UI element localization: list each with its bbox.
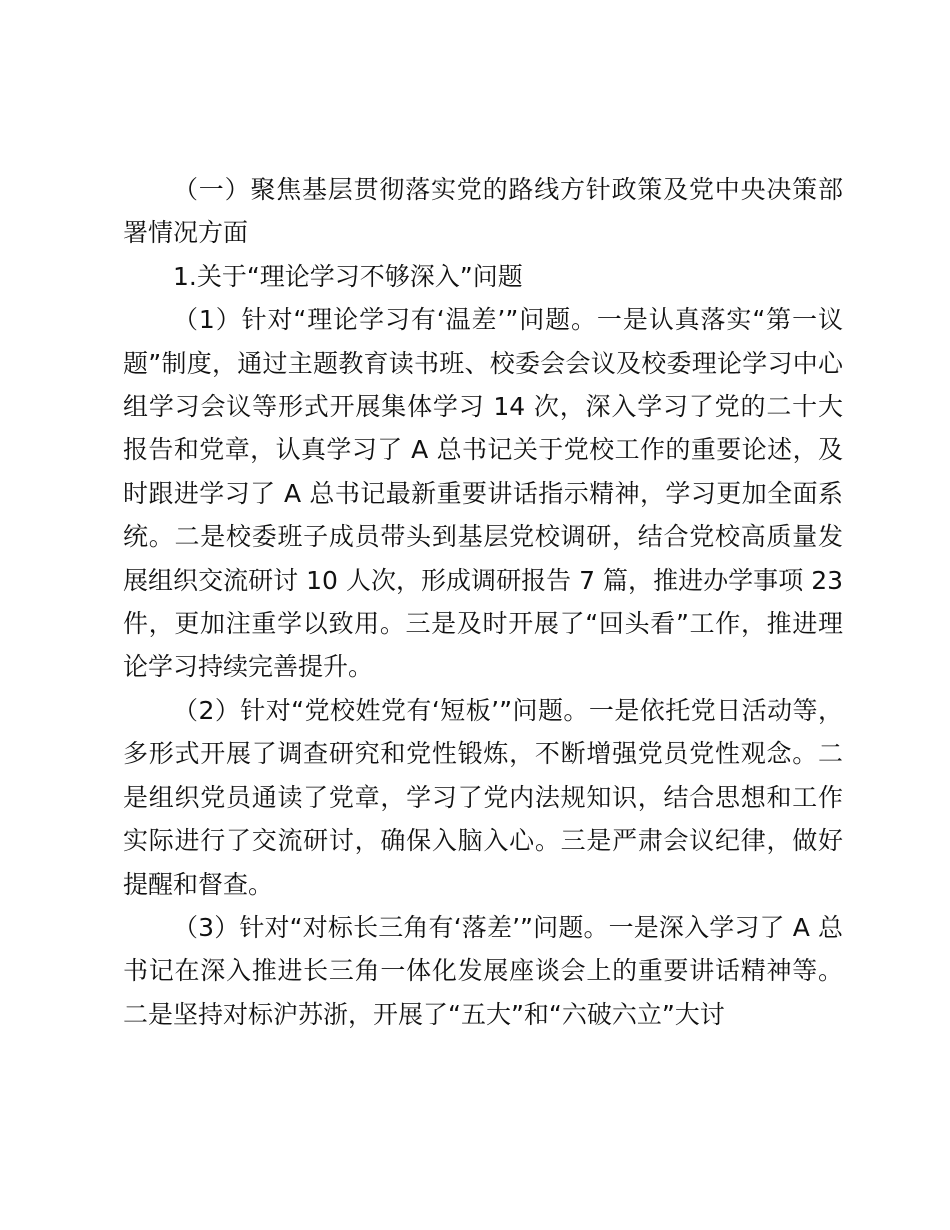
body-paragraph: （3）针对“对标长三角有‘落差’”问题。一是深入学习了 A 总书记在深入推进长三角一体化发展座谈会上的重要讲话精神等。二是坚持对标沪苏浙，开展了“五大”和“六破六立”大讨 — [123, 912, 843, 1029]
body-paragraph: （2）针对“党校姓党有‘短板’”问题。一是依托党日活动等，多形式开展了调查研究和党性锻炼，不断增强党员党性观念。二是组织党员通读了党章，学习了党内法规知识，结合思想和工作实际进行了交流研讨，确保入脑入心。三是严肃会议纪律，做好提醒和督查。 — [123, 695, 843, 899]
document-body — [123, 168, 843, 1036]
body-paragraph: （1）针对“理论学习有‘温差’”问题。一是认真落实“第一议题”制度，通过主题教育读书班、校委会会议及校委理论学习中心组学习会议等形式开展集体学习 14 次，深入学习了党的二十大报告和党章，认真学习了 A 总书记关于党校工作的重要论述，及时跟进学习了 A 总书记最新重要讲话指示精神，学习更加全面系统。二是校委班子成员带头到基层党校调研，结合党校高质量发展组织交流研讨 10 人次，形成调研报告 7 篇，推进办学事项 23 件，更加注重学以致用。三是及时开展了“回头看”工作，推进理论学习持续完善提升。 — [123, 305, 843, 682]
subsection-heading: 1.关于“理论学习不够深入”问题 — [173, 261, 523, 291]
section-heading: （一）聚焦基层贯彻落实党的路线方针政策及党中央决策部署情况方面 — [123, 175, 843, 248]
